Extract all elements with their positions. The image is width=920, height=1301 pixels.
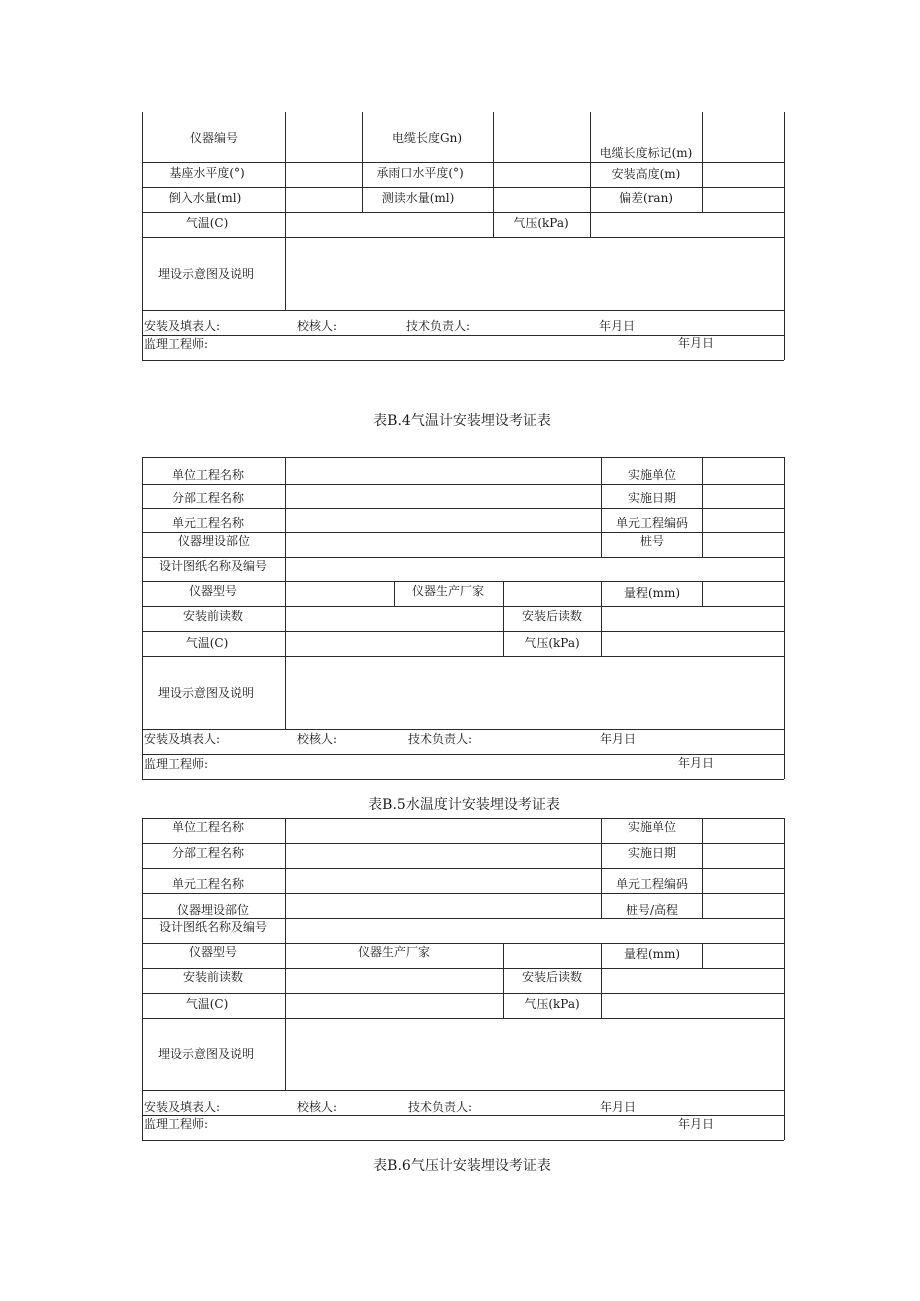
label-date: 年月日 <box>678 336 715 350</box>
label-cable-length: 电缆长度Gn) <box>392 131 462 145</box>
row-divider <box>142 162 784 163</box>
row-divider <box>142 484 784 485</box>
label-checker: 校核人: <box>297 319 338 333</box>
table-right-border <box>784 457 785 779</box>
label-stake-no: 桩号 <box>639 534 665 548</box>
label-burial-location: 仪器埋设部位 <box>177 534 251 548</box>
label-installer: 安装及填表人: <box>144 319 221 333</box>
row-divider <box>142 1115 784 1116</box>
table-top-border <box>142 818 784 819</box>
label-install-height: 安装高度(m) <box>611 167 681 181</box>
row-divider <box>142 508 784 509</box>
column-divider <box>601 457 602 557</box>
label-date: 年月日 <box>678 756 715 770</box>
row-divider <box>142 606 784 607</box>
column-divider <box>493 112 494 237</box>
label-poured-water: 倒入水量(ml) <box>168 191 242 205</box>
label-model: 仪器型号 <box>188 584 238 598</box>
label-impl-unit: 实施单位 <box>627 468 677 482</box>
label-air-pressure: 气压(kPa) <box>513 216 569 230</box>
label-tech-lead: 技术负责人: <box>408 732 473 746</box>
label-sketch: 埋设示意图及说明 <box>157 1047 255 1061</box>
label-checker: 校核人: <box>297 732 338 746</box>
label-sketch: 埋设示意图及说明 <box>157 267 255 281</box>
label-element-project: 单元工程名称 <box>171 516 245 530</box>
label-drawing: 设计图纸名称及编号 <box>158 920 268 934</box>
label-model: 仪器型号 <box>188 945 238 959</box>
table-right-border <box>784 112 785 360</box>
row-divider <box>142 187 784 188</box>
column-divider <box>285 112 286 310</box>
label-post-reading: 安装后读数 <box>521 609 583 623</box>
row-divider <box>142 581 784 582</box>
label-air-temp: 气温(C) <box>185 216 229 230</box>
label-base-level: 基座水平度(°) <box>169 166 245 180</box>
label-manufacturer: 仪器生产厂家 <box>411 584 485 598</box>
table-bottom-border <box>142 1140 784 1141</box>
column-divider <box>702 457 703 557</box>
row-divider <box>142 993 784 994</box>
column-divider <box>702 112 703 212</box>
row-divider <box>142 212 784 213</box>
row-divider <box>142 754 784 755</box>
row-divider <box>142 557 784 558</box>
row-divider <box>142 1090 784 1091</box>
label-burial-location: 仪器埋设部位 <box>176 903 250 917</box>
label-date: 年月日 <box>600 732 637 746</box>
label-supervisor: 监理工程师: <box>144 1117 209 1131</box>
row-divider <box>142 729 784 730</box>
column-divider <box>285 818 286 1090</box>
label-manufacturer: 仪器生产厂家 <box>357 945 431 959</box>
column-divider <box>503 581 504 656</box>
label-element-project: 单元工程名称 <box>171 877 245 891</box>
row-divider <box>142 843 784 844</box>
column-divider <box>702 943 703 968</box>
row-divider <box>142 868 784 869</box>
label-range: 量程(mm) <box>623 947 681 961</box>
table-top-border <box>142 457 784 458</box>
row-divider <box>142 631 784 632</box>
label-air-temp: 气温(C) <box>185 997 229 1011</box>
table-b4-caption: 表B.4气温计安装埋设考证表 <box>373 413 551 429</box>
table-right-border <box>784 818 785 1140</box>
label-sub-project: 分部工程名称 <box>171 491 245 505</box>
column-divider <box>394 581 395 606</box>
table-b6-caption: 表B.6气压计安装埋设考证表 <box>373 1158 551 1174</box>
label-pre-reading: 安装前读数 <box>182 609 244 623</box>
label-pre-reading: 安装前读数 <box>182 970 244 984</box>
column-divider <box>590 112 591 237</box>
label-measured-water: 测读水量(ml) <box>381 191 455 205</box>
row-divider <box>142 656 784 657</box>
label-air-temp: 气温(C) <box>185 636 229 650</box>
row-divider <box>142 237 784 238</box>
label-impl-unit: 实施单位 <box>627 820 677 834</box>
label-drawing: 设计图纸名称及编号 <box>158 559 268 573</box>
label-cable-length-mark: 电缆长度标记(m) <box>599 146 693 160</box>
table-left-border <box>142 818 143 1140</box>
label-stake-elevation: 桩号/高程 <box>625 903 679 917</box>
column-divider <box>702 581 703 606</box>
label-unit-project: 单位工程名称 <box>171 820 245 834</box>
row-divider <box>142 1018 784 1019</box>
table-left-border <box>142 457 143 779</box>
column-divider <box>601 943 602 1018</box>
label-post-reading: 安装后读数 <box>521 970 583 984</box>
label-rain-mouth-level: 承雨口水平度(°) <box>376 166 464 180</box>
label-installer: 安装及填表人: <box>144 1100 221 1114</box>
row-divider <box>142 310 784 311</box>
table-bottom-border <box>142 360 784 361</box>
label-sketch: 埋设示意图及说明 <box>157 686 255 700</box>
label-range: 量程(mm) <box>623 586 681 600</box>
label-instrument-no: 仪器编号 <box>189 131 239 145</box>
label-date: 年月日 <box>678 1117 715 1131</box>
label-supervisor: 监理工程师: <box>144 757 209 771</box>
row-divider <box>142 943 784 944</box>
label-element-code: 单元工程编码 <box>615 877 689 891</box>
row-divider <box>142 968 784 969</box>
row-divider <box>142 532 784 533</box>
label-checker: 校核人: <box>297 1100 338 1114</box>
label-supervisor: 监理工程师: <box>144 337 209 351</box>
label-air-pressure: 气压(kPa) <box>524 636 580 650</box>
table-b5-caption: 表B.5水温度计安装埋设考证表 <box>368 797 560 813</box>
label-impl-date: 实施日期 <box>627 846 677 860</box>
label-unit-project: 单位工程名称 <box>171 468 245 482</box>
label-element-code: 单元工程编码 <box>615 516 689 530</box>
label-tech-lead: 技术负责人: <box>406 319 471 333</box>
column-divider <box>503 943 504 1018</box>
table-left-border <box>142 112 143 360</box>
label-sub-project: 分部工程名称 <box>171 846 245 860</box>
label-date: 年月日 <box>600 1100 637 1114</box>
label-deviation: 偏差(ran) <box>619 191 673 205</box>
label-air-pressure: 气压(kPa) <box>524 997 580 1011</box>
column-divider <box>702 818 703 918</box>
column-divider <box>601 581 602 656</box>
label-tech-lead: 技术负责人: <box>408 1100 473 1114</box>
column-divider <box>601 818 602 918</box>
label-impl-date: 实施日期 <box>627 491 677 505</box>
row-divider <box>142 893 784 894</box>
column-divider <box>285 457 286 729</box>
row-divider <box>142 918 784 919</box>
label-date: 年月日 <box>599 319 636 333</box>
table-bottom-border <box>142 779 784 780</box>
column-divider <box>362 112 363 212</box>
label-installer: 安装及填表人: <box>144 732 221 746</box>
